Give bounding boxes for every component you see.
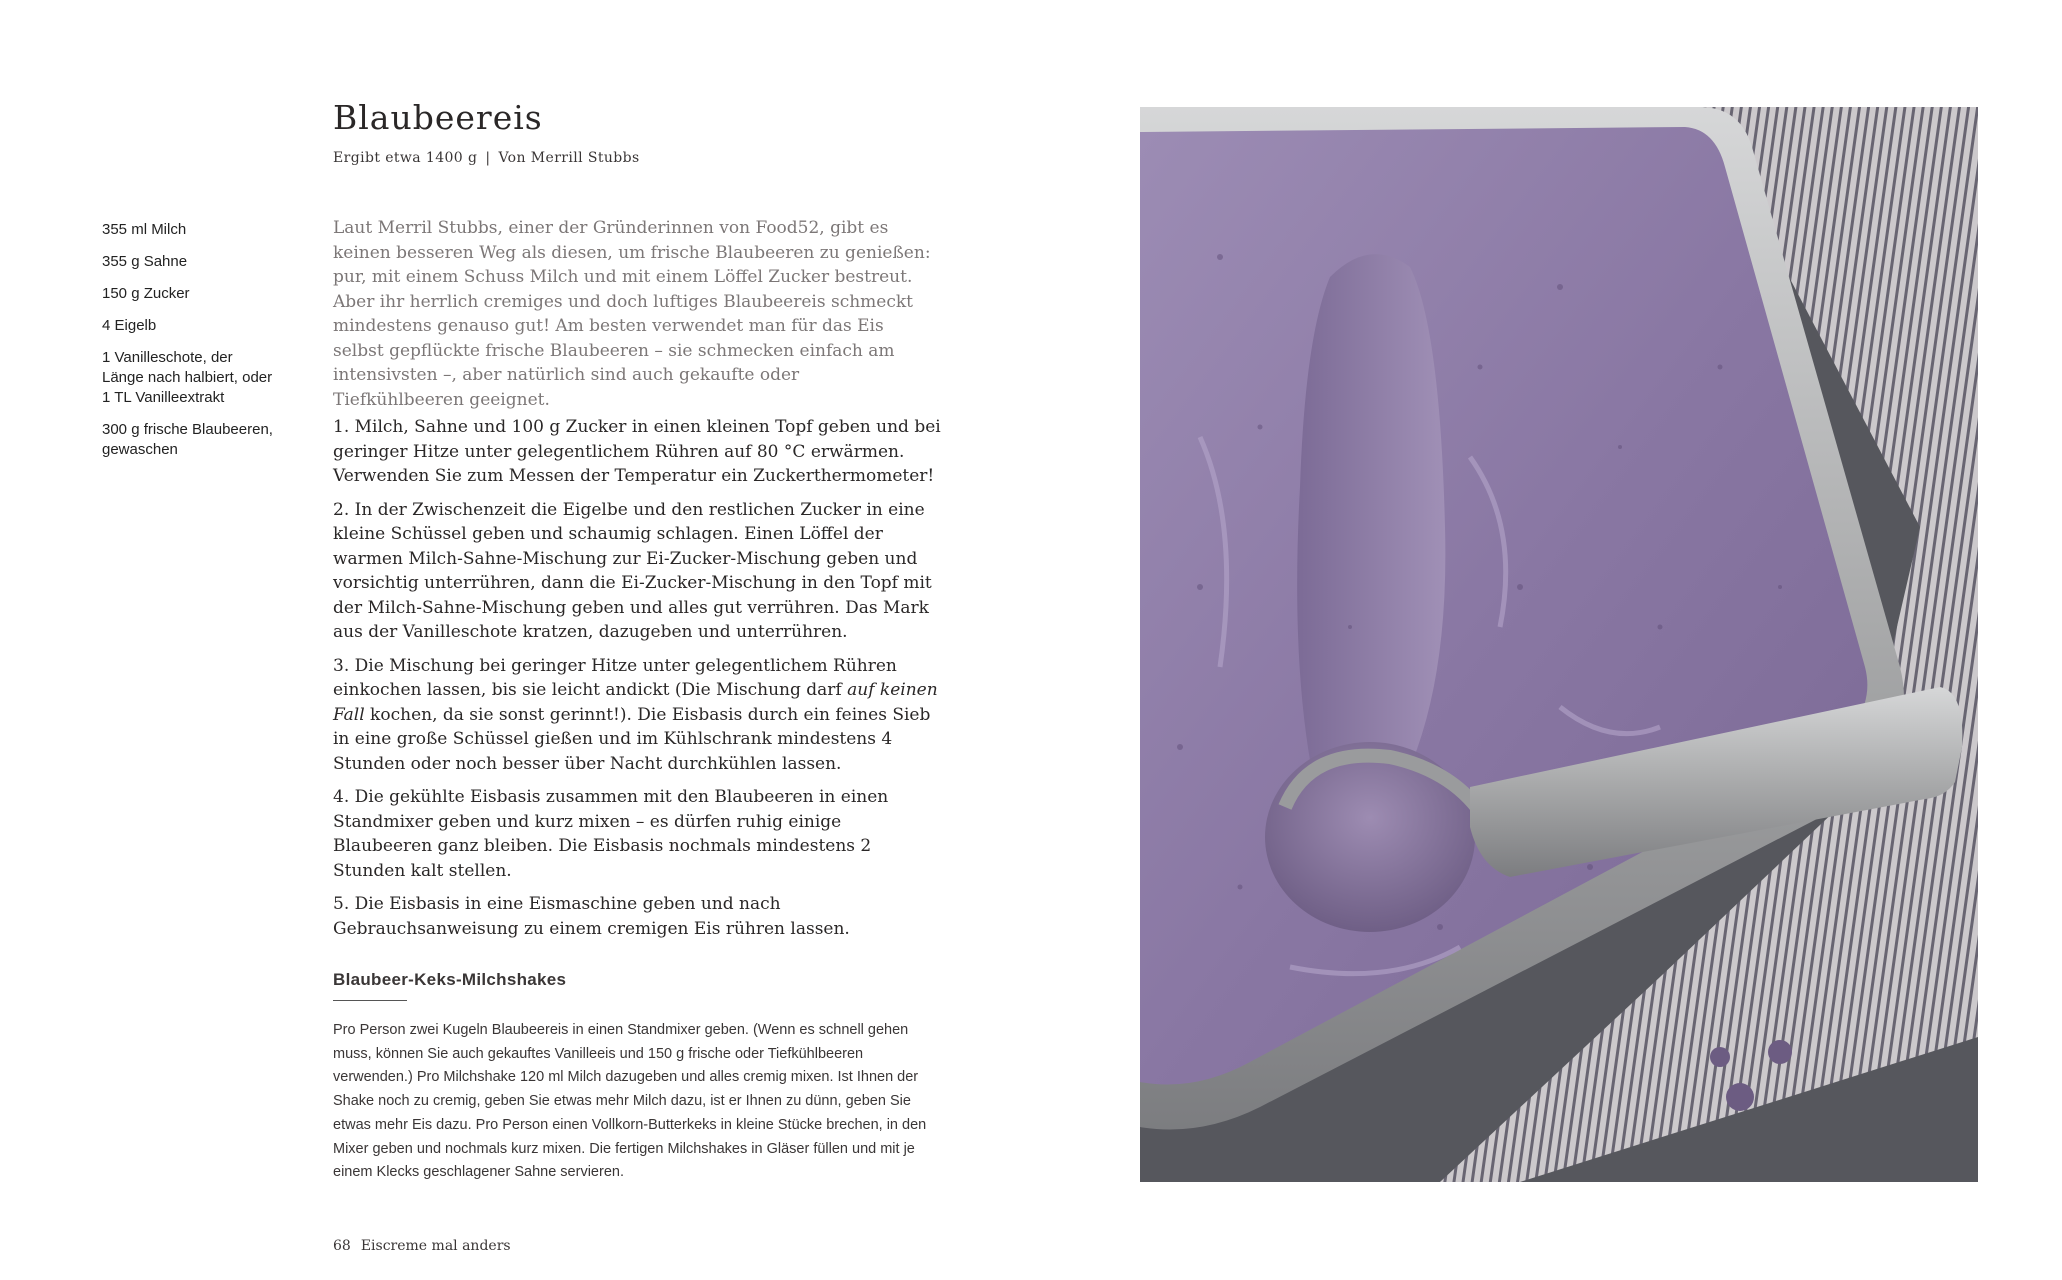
- recipe-title: Blaubeereis: [333, 98, 543, 137]
- recipe-yield: Ergibt etwa 1400 g: [333, 150, 478, 166]
- variation-heading: Blaubeer-Keks-Milchshakes: [333, 970, 567, 989]
- recipe-steps: [333, 415, 943, 950]
- page-number: 68: [333, 1238, 351, 1254]
- step-2: 2. In der Zwischenzeit die Eigelbe und den restlichen Zucker in eine kleine Schüssel geben und schaumig schlagen. Einen Löffel der warmen Milch-Sahne-Mischung zur Ei-Zucker-Mischung geben und vorsichtig unterrühren, dann die Ei-Zucker-Mischung in den Topf mit der Milch-Sahne-Mischung geben und alles gut verrühren. Das Mark aus der Vanilleschote kratzen, dazugeben und unterrühren.: [333, 499, 932, 642]
- step-4: 4. Die gekühlte Eisbasis zusammen mit den Blaubeeren in einen Standmixer geben und kurz mixen – es dürfen ruhig einige Blaubeeren ganz bleiben. Die Eisbasis nochmals mindestens 2 Stunden kalt stellen.: [333, 787, 889, 881]
- subtitle-separator: |: [485, 150, 491, 166]
- step-3: [333, 654, 943, 777]
- chapter-name: Eiscreme mal anders: [360, 1238, 511, 1254]
- recipe-subtitle: [333, 150, 640, 166]
- variation-text: Pro Person zwei Kugeln Blaubeereis in einen Standmixer geben. (Wenn es schnell gehen muss, können Sie auch gekauftes Vanilleeis und 150 g frische oder Tiefkühlbeeren verwenden.) Pro Milchshake 120 ml Milch dazugeben und alles cremig mixen. Ist Ihnen der Shake noch zu cremig, geben Sie etwas mehr Milch dazu, ist er Ihnen zu dünn, geben Sie etwas mehr Eis dazu. Pro Person einen Vollkorn-Butterkeks in kleine Stücke brechen, in den Mixer geben und nochmals kurz mixen. Die fertigen Milchshakes in Gläser füllen und mit je einem Klecks geschlagener Sahne servieren.: [333, 1022, 927, 1181]
- step-3-emphasis: auf keinen Fall: [333, 680, 938, 725]
- step-3-after: kochen, da sie sonst gerinnt!). Die Eisbasis durch ein feines Sieb in eine große Schüssel gießen und im Kühlschrank mindestens 4 Stunden oder noch besser über Nacht durchkühlen lassen.: [333, 704, 931, 774]
- ingredient-item: 1 Vanilleschote, der Länge nach halbiert, oder 1 TL Vanilleextrakt: [102, 349, 273, 406]
- ingredient-item: 300 g frische Blaubeeren, gewaschen: [102, 421, 273, 458]
- ingredient-item: 4 Eigelb: [102, 317, 157, 334]
- recipe-author: Von Merrill Stubbs: [498, 150, 640, 166]
- heading-rule: [333, 1000, 407, 1001]
- step-3-before: 3. Die Mischung bei geringer Hitze unter gelegentlichem Rühren einkochen lassen, bis sie leicht andickt (Die Mischung darf: [333, 655, 897, 700]
- ingredient-item: 355 ml Milch: [102, 221, 187, 238]
- recipe-intro: Laut Merril Stubbs, einer der Gründerinnen von Food52, gibt es keinen besseren Weg als diesen, um frische Blaubeeren zu genießen: pur, mit einem Schuss Milch und mit einem Löffel Zucker bestreut. Aber ihr herrlich cremiges und doch luftiges Blaubeereis schmeckt mindestens genauso gut! Am besten verwendet man für das Eis selbst gepflückte frische Blaubeeren – sie schmecken einfach am intensivsten –, aber natürlich sind auch gekaufte oder Tiefkühlbeeren geeignet.: [333, 218, 931, 410]
- page-footer: [333, 1238, 511, 1254]
- ingredient-item: 355 g Sahne: [102, 253, 188, 270]
- ingredient-item: 150 g Zucker: [102, 285, 190, 302]
- step-5: 5. Die Eisbasis in eine Eismaschine geben und nach Gebrauchsanweisung zu einem cremigen Eis rühren lassen.: [333, 894, 850, 939]
- ingredient-list: [102, 220, 277, 472]
- blueberry-ice-cream-photo: [1140, 107, 1978, 1182]
- step-1: 1. Milch, Sahne und 100 g Zucker in einen kleinen Topf geben und bei geringer Hitze unter gelegentlichem Rühren auf 80 °C erwärmen. Verwenden Sie zum Messen der Temperatur ein Zuckerthermometer!: [333, 417, 941, 486]
